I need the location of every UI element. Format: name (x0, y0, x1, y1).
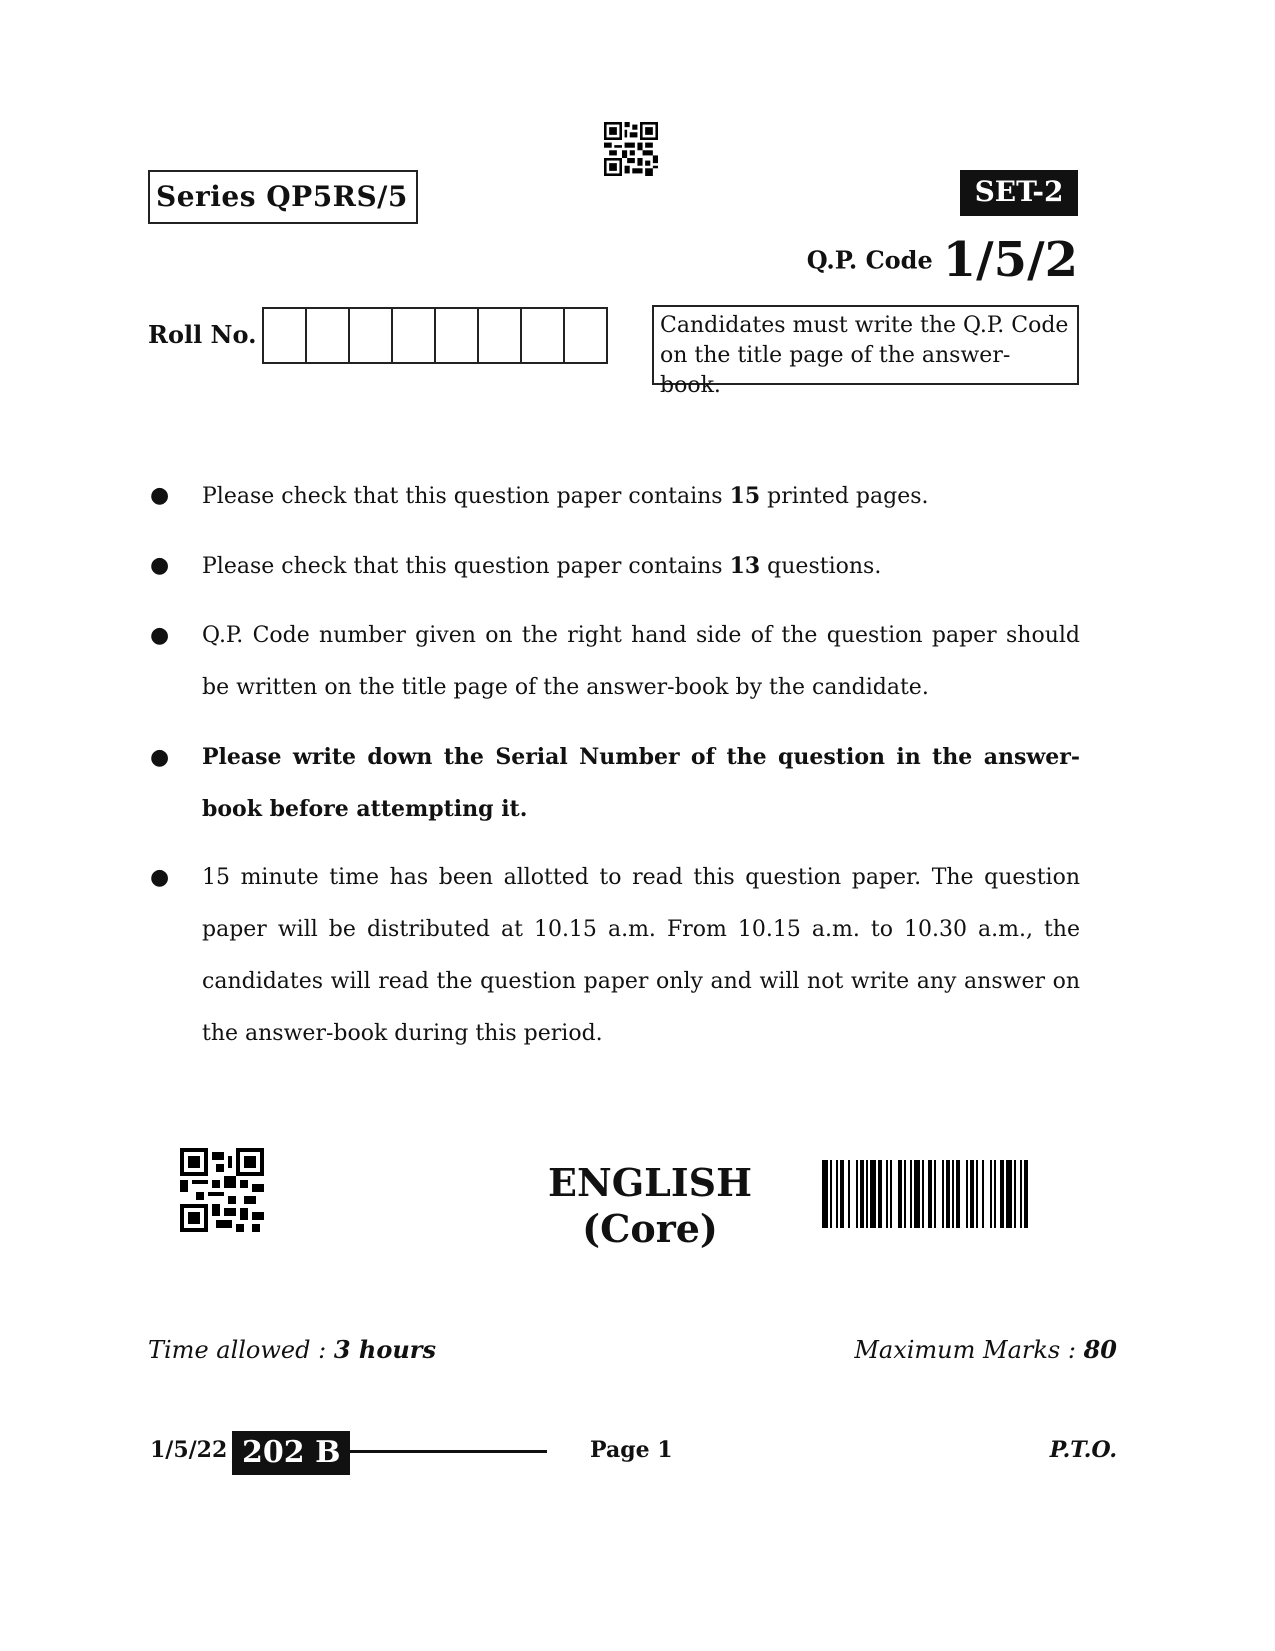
bullet-icon: ● (150, 483, 170, 508)
roll-number-cell[interactable] (565, 309, 608, 362)
barcode-bar (928, 1160, 932, 1228)
barcode-bar (946, 1160, 950, 1228)
barcode (822, 1160, 1104, 1228)
barcode-bar (856, 1160, 858, 1228)
qp-code-note (652, 305, 1079, 398)
qr-code-top (604, 122, 658, 176)
barcode-bar (830, 1160, 832, 1228)
barcode-bar (890, 1160, 892, 1228)
barcode-bar (1000, 1160, 1004, 1228)
barcode-bar (922, 1160, 924, 1228)
roll-number-cell[interactable] (479, 309, 522, 362)
barcode-bar (952, 1160, 954, 1228)
subject-title (480, 1160, 820, 1252)
barcode-bar (886, 1160, 888, 1228)
roll-number-cell[interactable] (522, 309, 565, 362)
barcode-bar (840, 1160, 844, 1228)
time-allowed: Time allowed : 3 hours (148, 1335, 436, 1364)
barcode-bar (990, 1160, 992, 1228)
note-line: Candidates must write the Q.P. Code (660, 313, 1069, 338)
subject-name: ENGLISH (548, 1160, 752, 1205)
instructions-list (150, 470, 1080, 1077)
instruction-item: ● Please write down the Serial Number of the question in the answer-book before attempting it. (150, 731, 1080, 835)
barcode-bar (860, 1160, 864, 1228)
barcode-bar (970, 1160, 974, 1228)
page-number: Page 1 (590, 1437, 673, 1463)
barcode-bar (1006, 1160, 1012, 1228)
footer-code: 1/5/22 (150, 1437, 228, 1463)
series-box: Series QP5RS/5 (148, 170, 418, 224)
barcode-bar (910, 1160, 912, 1228)
pto-label: P.T.O. (1049, 1437, 1117, 1463)
barcode-bar (976, 1160, 978, 1228)
barcode-bar (1024, 1160, 1028, 1228)
set-badge: SET-2 (960, 170, 1078, 216)
bullet-icon: ● (150, 623, 170, 648)
instruction-item: ● Q.P. Code number given on the right hand side of the question paper should be written on the title page of the answer-book by the candidate. (150, 610, 1080, 714)
barcode-bar (848, 1160, 850, 1228)
roll-number-cell[interactable] (436, 309, 479, 362)
instruction-item: ● Please check that this question paper contains 15 printed pages. (150, 470, 1080, 523)
maximum-marks: Maximum Marks : 80 (854, 1335, 1117, 1364)
roll-number-cell[interactable] (393, 309, 436, 362)
barcode-bar (966, 1160, 968, 1228)
barcode-bar (870, 1160, 876, 1228)
barcode-bar (942, 1160, 944, 1228)
roll-number-cell[interactable] (307, 309, 350, 362)
roll-number-label: Roll No. (148, 320, 257, 349)
barcode-bar (914, 1160, 920, 1228)
barcode-bar (1020, 1160, 1022, 1228)
note-line: on the title page of the answer-book. (660, 343, 1011, 398)
barcode-bar (866, 1160, 868, 1228)
instruction-item: ● Please check that this question paper contains 13 questions. (150, 540, 1080, 593)
barcode-bar (822, 1160, 828, 1228)
barcode-bar (898, 1160, 902, 1228)
barcode-bar (904, 1160, 906, 1228)
subject-variant: (Core) (582, 1206, 718, 1251)
roll-number-cell[interactable] (350, 309, 393, 362)
barcode-bar (1014, 1160, 1016, 1228)
bullet-icon: ● (150, 865, 170, 890)
barcode-bar (994, 1160, 996, 1228)
footer-divider (345, 1450, 547, 1453)
footer-badge: 202 B (232, 1431, 350, 1475)
bullet-icon: ● (150, 553, 170, 578)
qp-code (807, 232, 1078, 288)
qp-code-label: Q.P. Code (806, 245, 933, 275)
barcode-bar (836, 1160, 838, 1228)
barcode-bar (934, 1160, 936, 1228)
roll-number-boxes[interactable] (262, 307, 608, 364)
barcode-bar (956, 1160, 960, 1228)
roll-number-cell[interactable] (264, 309, 307, 362)
barcode-bar (982, 1160, 984, 1228)
barcode-bar (878, 1160, 882, 1228)
bullet-icon: ● (150, 744, 170, 770)
qp-code-value: 1/5/2 (942, 232, 1078, 288)
instruction-item: ● 15 minute time has been allotted to read this question paper. The question paper will be distributed at 10.15 a.m. From 10.15 a.m. to 10.30 a.m., the candidates will read the question paper only and will not write any answer on the answer-book during this period. (150, 852, 1080, 1060)
qr-code-bottom (180, 1148, 264, 1232)
